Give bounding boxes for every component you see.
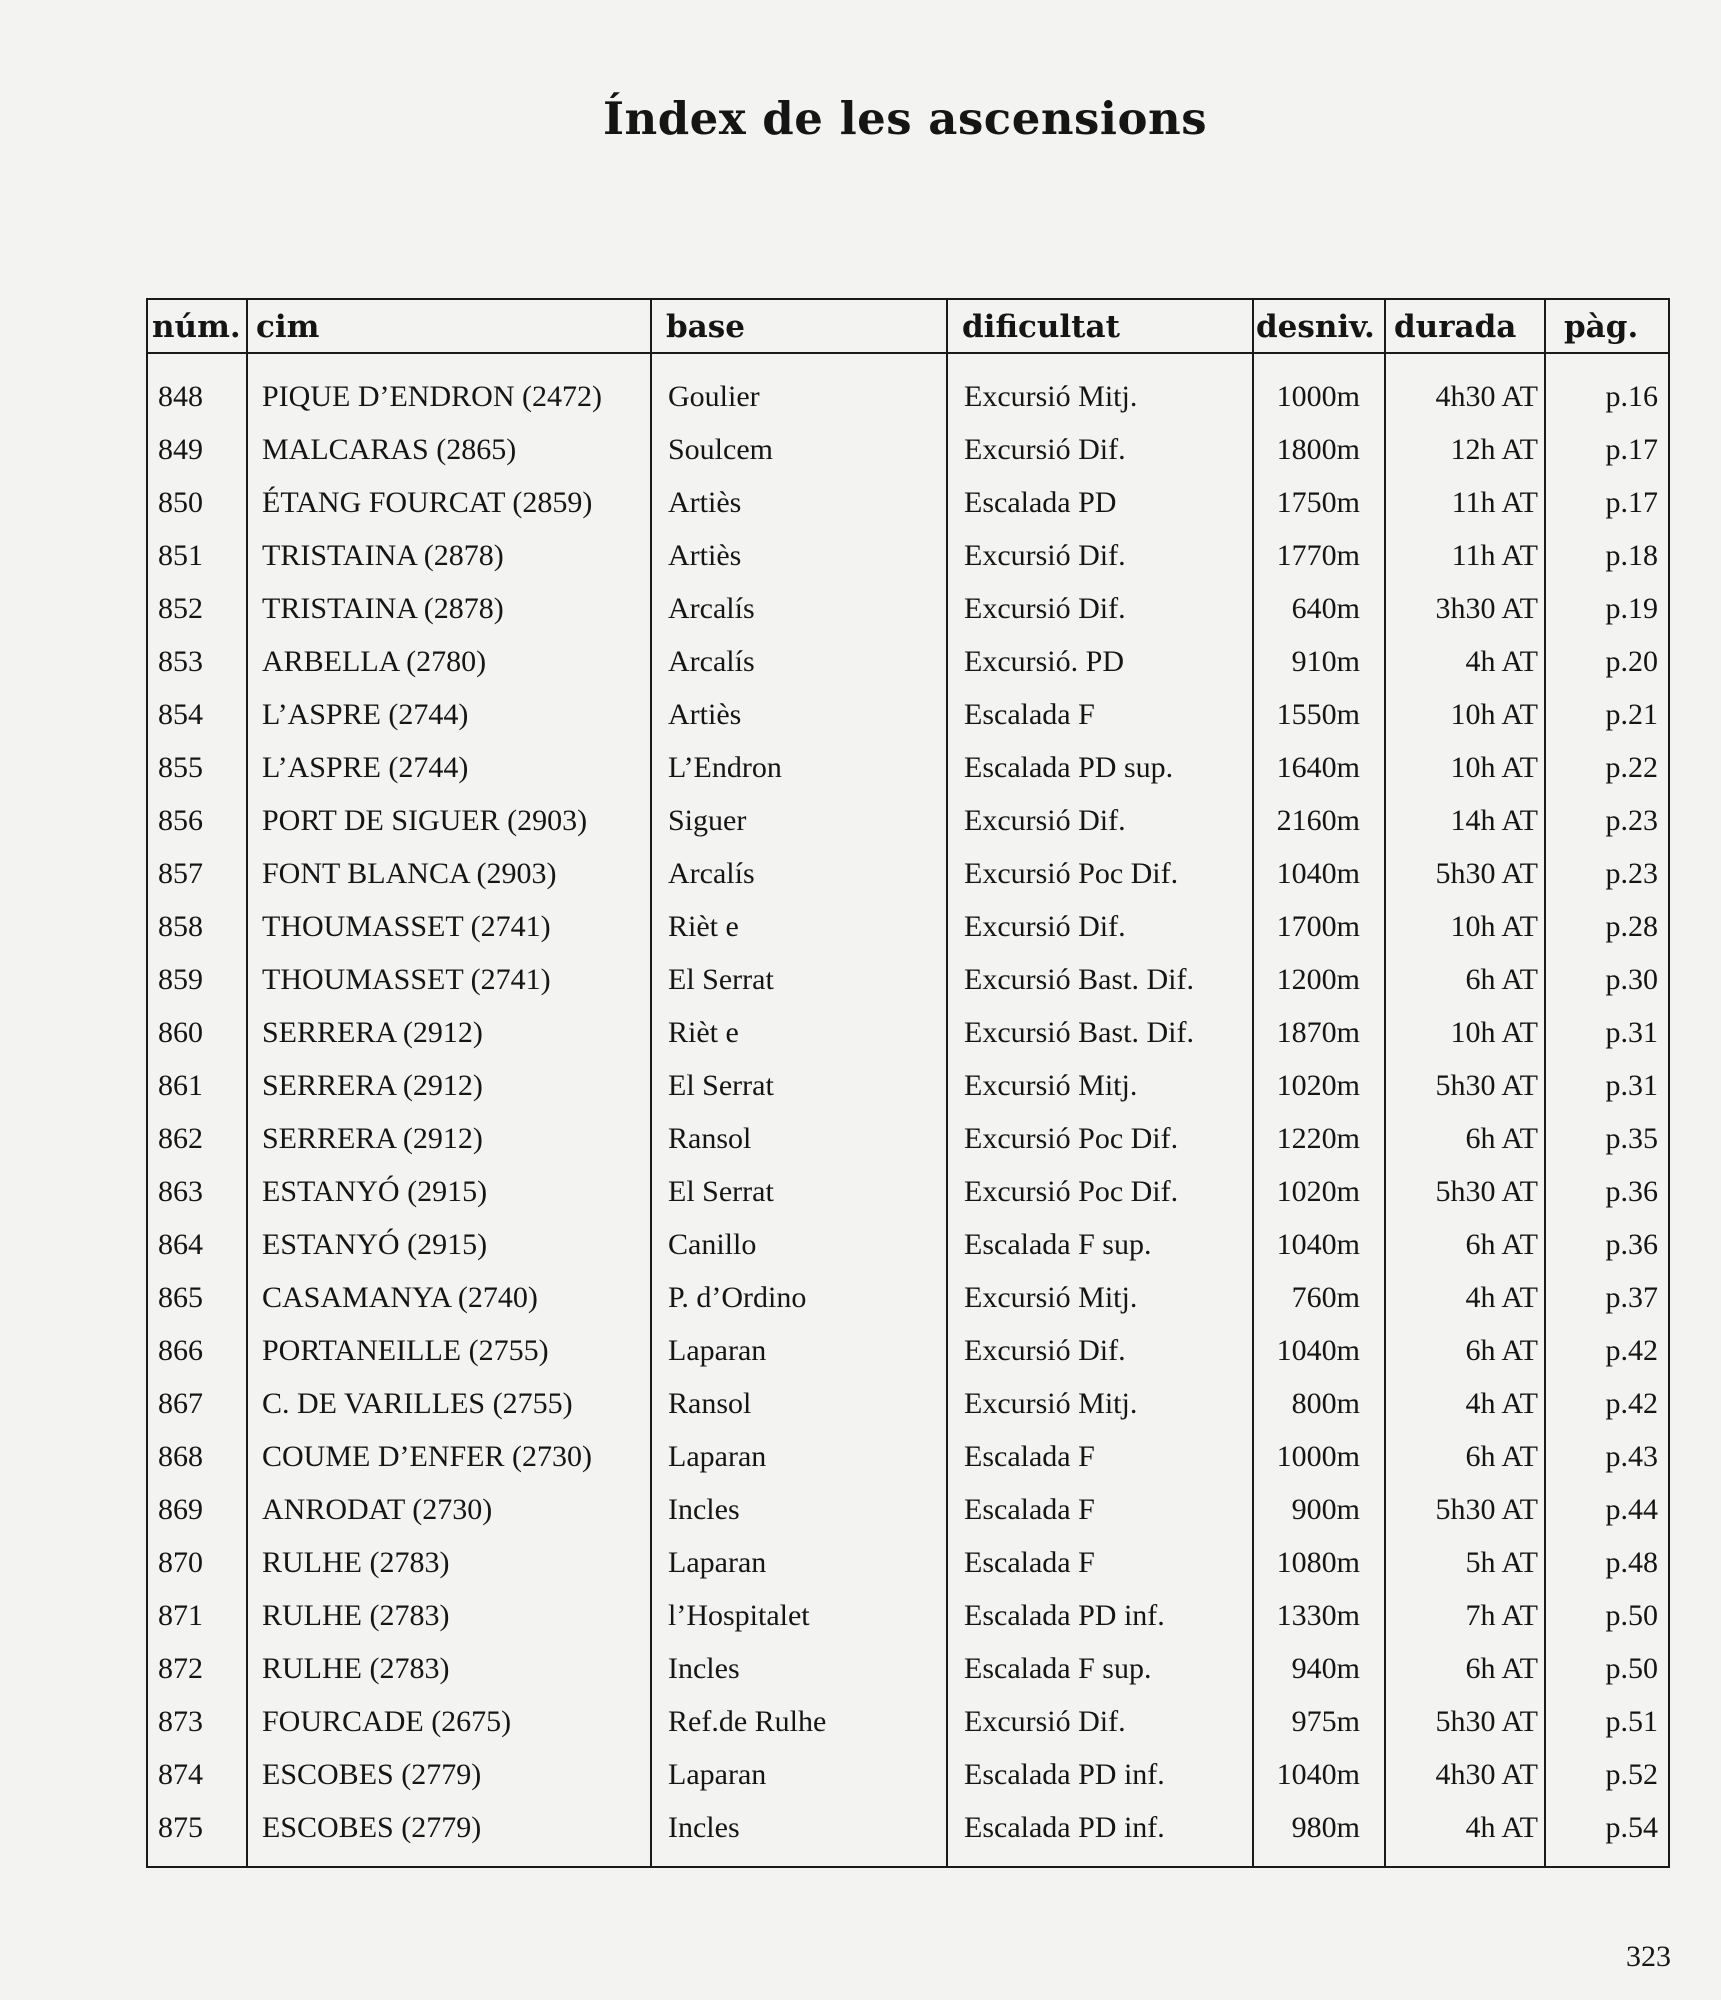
table-row	[148, 582, 1668, 635]
cell-num: 862	[158, 1122, 203, 1155]
cell-dificultat: Escalada F	[964, 1440, 1095, 1473]
cell-pag: p.50	[1605, 1599, 1658, 1632]
cell-dificultat: Excursió. PD	[964, 645, 1124, 678]
cell-pag: p.20	[1605, 645, 1658, 678]
cell-durada: 4h AT	[1465, 1387, 1538, 1420]
cell-cim: PORTANEILLE (2755)	[262, 1334, 549, 1367]
cell-num: 849	[158, 433, 203, 466]
cell-base: l’Hospitalet	[668, 1599, 810, 1632]
table-body	[148, 370, 1668, 1854]
cell-pag: p.17	[1605, 433, 1658, 466]
cell-pag: p.28	[1605, 910, 1658, 943]
table-row	[148, 1377, 1668, 1430]
cell-desniv: 1020m	[1276, 1175, 1360, 1208]
cell-durada: 12h AT	[1450, 433, 1538, 466]
cell-desniv: 1200m	[1276, 963, 1360, 996]
cell-durada: 5h30 AT	[1435, 1069, 1538, 1102]
cell-num: 860	[158, 1016, 203, 1049]
cell-base: Arcalís	[668, 645, 755, 678]
cell-cim: RULHE (2783)	[262, 1546, 450, 1579]
cell-dificultat: Excursió Bast. Dif.	[964, 1016, 1194, 1049]
cell-pag: p.44	[1605, 1493, 1658, 1526]
cell-cim: C. DE VARILLES (2755)	[262, 1387, 573, 1420]
cell-pag: p.31	[1605, 1016, 1658, 1049]
cell-cim: FOURCADE (2675)	[262, 1705, 512, 1738]
header-divider	[148, 352, 1668, 354]
table-row	[148, 1271, 1668, 1324]
cell-durada: 10h AT	[1450, 751, 1538, 784]
header-durada: durada	[1394, 309, 1517, 345]
cell-num: 858	[158, 910, 203, 943]
table-row	[148, 900, 1668, 953]
cell-num: 871	[158, 1599, 203, 1632]
cell-pag: p.36	[1605, 1175, 1658, 1208]
table-row	[148, 529, 1668, 582]
header-pag: pàg.	[1564, 309, 1639, 345]
cell-pag: p.30	[1605, 963, 1658, 996]
cell-num: 856	[158, 804, 203, 837]
cell-pag: p.50	[1605, 1652, 1658, 1685]
cell-base: Siguer	[668, 804, 747, 837]
cell-dificultat: Escalada PD inf.	[964, 1811, 1165, 1844]
cell-durada: 6h AT	[1465, 1334, 1538, 1367]
cell-num: 855	[158, 751, 203, 784]
cell-num: 848	[158, 380, 203, 413]
cell-durada: 3h30 AT	[1435, 592, 1538, 625]
cell-dificultat: Escalada PD	[964, 486, 1117, 519]
cell-pag: p.42	[1605, 1387, 1658, 1420]
cell-pag: p.54	[1605, 1811, 1658, 1844]
cell-cim: TRISTAINA (2878)	[262, 592, 504, 625]
cell-durada: 10h AT	[1450, 698, 1538, 731]
cell-base: Laparan	[668, 1334, 767, 1367]
cell-cim: L’ASPRE (2744)	[262, 698, 469, 731]
cell-durada: 4h AT	[1465, 1281, 1538, 1314]
cell-cim: RULHE (2783)	[262, 1652, 450, 1685]
cell-base: El Serrat	[668, 1069, 774, 1102]
cell-dificultat: Excursió Mitj.	[964, 1069, 1138, 1102]
cell-cim: RULHE (2783)	[262, 1599, 450, 1632]
cell-desniv: 1800m	[1276, 433, 1360, 466]
table-row	[148, 1112, 1668, 1165]
cell-base: Incles	[668, 1493, 740, 1526]
cell-num: 870	[158, 1546, 203, 1579]
cell-durada: 5h30 AT	[1435, 1175, 1538, 1208]
cell-dificultat: Excursió Mitj.	[964, 1387, 1138, 1420]
page-number: 323	[1626, 1940, 1671, 1973]
cell-dificultat: Excursió Mitj.	[964, 1281, 1138, 1314]
cell-cim: COUME D’ENFER (2730)	[262, 1440, 592, 1473]
cell-num: 866	[158, 1334, 203, 1367]
ascensions-index-table	[146, 298, 1670, 1868]
table-row	[148, 1748, 1668, 1801]
cell-desniv: 1040m	[1276, 1228, 1360, 1261]
table-row	[148, 741, 1668, 794]
header-num: núm.	[152, 309, 241, 345]
cell-base: Ransol	[668, 1387, 752, 1420]
table-row	[148, 1006, 1668, 1059]
cell-cim: L’ASPRE (2744)	[262, 751, 469, 784]
cell-base: Laparan	[668, 1546, 767, 1579]
cell-base: Canillo	[668, 1228, 757, 1261]
cell-dificultat: Excursió Dif.	[964, 539, 1126, 572]
table-row	[148, 1483, 1668, 1536]
cell-pag: p.36	[1605, 1228, 1658, 1261]
cell-cim: ÉTANG FOURCAT (2859)	[262, 486, 593, 519]
cell-num: 857	[158, 857, 203, 890]
cell-base: Goulier	[668, 380, 760, 413]
cell-dificultat: Excursió Dif.	[964, 1705, 1126, 1738]
cell-desniv: 1750m	[1276, 486, 1360, 519]
cell-num: 868	[158, 1440, 203, 1473]
table-row	[148, 635, 1668, 688]
table-row	[148, 1165, 1668, 1218]
cell-cim: CASAMANYA (2740)	[262, 1281, 538, 1314]
table-row	[148, 688, 1668, 741]
cell-base: Artiès	[668, 698, 742, 731]
table-row	[148, 1430, 1668, 1483]
cell-pag: p.21	[1605, 698, 1658, 731]
cell-num: 861	[158, 1069, 203, 1102]
cell-durada: 10h AT	[1450, 1016, 1538, 1049]
cell-dificultat: Excursió Dif.	[964, 1334, 1126, 1367]
cell-dificultat: Escalada F	[964, 698, 1095, 731]
cell-num: 875	[158, 1811, 203, 1844]
cell-pag: p.23	[1605, 804, 1658, 837]
table-row	[148, 1059, 1668, 1112]
cell-durada: 5h30 AT	[1435, 1493, 1538, 1526]
cell-desniv: 1640m	[1276, 751, 1360, 784]
cell-pag: p.31	[1605, 1069, 1658, 1102]
cell-num: 853	[158, 645, 203, 678]
cell-cim: SERRERA (2912)	[262, 1016, 483, 1049]
cell-pag: p.23	[1605, 857, 1658, 890]
cell-pag: p.19	[1605, 592, 1658, 625]
cell-durada: 11h AT	[1451, 486, 1538, 519]
cell-dificultat: Excursió Mitj.	[964, 380, 1138, 413]
cell-dificultat: Escalada F	[964, 1493, 1095, 1526]
header-base: base	[666, 309, 745, 345]
cell-desniv: 2160m	[1276, 804, 1360, 837]
cell-base: Ransol	[668, 1122, 752, 1155]
cell-base: Arcalís	[668, 857, 755, 890]
table-row	[148, 1218, 1668, 1271]
table-row	[148, 1324, 1668, 1377]
cell-desniv: 800m	[1291, 1387, 1360, 1420]
cell-desniv: 1000m	[1276, 380, 1360, 413]
cell-desniv: 1000m	[1276, 1440, 1360, 1473]
cell-cim: FONT BLANCA (2903)	[262, 857, 557, 890]
cell-pag: p.37	[1605, 1281, 1658, 1314]
cell-base: Ref.de Rulhe	[668, 1705, 827, 1738]
cell-cim: TRISTAINA (2878)	[262, 539, 504, 572]
cell-durada: 4h30 AT	[1435, 1758, 1538, 1791]
cell-pag: p.43	[1605, 1440, 1658, 1473]
page-title: Índex de les ascensions	[602, 92, 1208, 146]
cell-cim: ESTANYÓ (2915)	[262, 1175, 488, 1208]
cell-pag: p.22	[1605, 751, 1658, 784]
cell-pag: p.51	[1605, 1705, 1658, 1738]
table-row	[148, 423, 1668, 476]
cell-num: 873	[158, 1705, 203, 1738]
cell-durada: 6h AT	[1465, 1652, 1538, 1685]
cell-dificultat: Excursió Dif.	[964, 910, 1126, 943]
cell-base: L’Endron	[668, 751, 782, 784]
cell-num: 851	[158, 539, 203, 572]
cell-base: Rièt e	[668, 1016, 739, 1049]
cell-num: 850	[158, 486, 203, 519]
cell-durada: 4h AT	[1465, 645, 1538, 678]
cell-pag: p.18	[1605, 539, 1658, 572]
cell-dificultat: Excursió Dif.	[964, 592, 1126, 625]
cell-durada: 5h30 AT	[1435, 1705, 1538, 1738]
table-row	[148, 953, 1668, 1006]
cell-durada: 7h AT	[1465, 1599, 1538, 1632]
cell-durada: 6h AT	[1465, 1228, 1538, 1261]
cell-pag: p.52	[1605, 1758, 1658, 1791]
table-row	[148, 476, 1668, 529]
cell-durada: 10h AT	[1450, 910, 1538, 943]
table-row	[148, 370, 1668, 423]
table-row	[148, 1801, 1668, 1854]
table-row	[148, 1589, 1668, 1642]
cell-durada: 6h AT	[1465, 1440, 1538, 1473]
cell-base: Laparan	[668, 1758, 767, 1791]
cell-durada: 5h30 AT	[1435, 857, 1538, 890]
cell-durada: 4h AT	[1465, 1811, 1538, 1844]
cell-cim: ANRODAT (2730)	[262, 1493, 493, 1526]
cell-dificultat: Escalada PD inf.	[964, 1599, 1165, 1632]
cell-desniv: 940m	[1291, 1652, 1360, 1685]
header-dificultat: dificultat	[962, 309, 1120, 345]
cell-durada: 14h AT	[1450, 804, 1538, 837]
cell-pag: p.42	[1605, 1334, 1658, 1367]
cell-base: Rièt e	[668, 910, 739, 943]
cell-durada: 5h AT	[1465, 1546, 1538, 1579]
cell-num: 872	[158, 1652, 203, 1685]
cell-durada: 11h AT	[1451, 539, 1538, 572]
cell-pag: p.35	[1605, 1122, 1658, 1155]
cell-num: 863	[158, 1175, 203, 1208]
header-cim: cim	[256, 309, 320, 345]
table-row	[148, 1695, 1668, 1748]
cell-dificultat: Escalada F	[964, 1546, 1095, 1579]
cell-cim: ESCOBES (2779)	[262, 1811, 482, 1844]
cell-dificultat: Excursió Dif.	[964, 804, 1126, 837]
cell-base: Artiès	[668, 486, 742, 519]
cell-num: 867	[158, 1387, 203, 1420]
cell-cim: ESTANYÓ (2915)	[262, 1228, 488, 1261]
cell-desniv: 910m	[1291, 645, 1360, 678]
cell-num: 869	[158, 1493, 203, 1526]
cell-durada: 6h AT	[1465, 1122, 1538, 1155]
cell-cim: THOUMASSET (2741)	[262, 963, 551, 996]
cell-cim: ESCOBES (2779)	[262, 1758, 482, 1791]
cell-cim: SERRERA (2912)	[262, 1069, 483, 1102]
cell-desniv: 1220m	[1276, 1122, 1360, 1155]
cell-desniv: 640m	[1291, 592, 1360, 625]
cell-base: P. d’Ordino	[668, 1281, 807, 1314]
cell-num: 874	[158, 1758, 203, 1791]
cell-pag: p.16	[1605, 380, 1658, 413]
cell-desniv: 1020m	[1276, 1069, 1360, 1102]
cell-cim: MALCARAS (2865)	[262, 433, 517, 466]
cell-dificultat: Excursió Bast. Dif.	[964, 963, 1194, 996]
cell-base: El Serrat	[668, 963, 774, 996]
cell-pag: p.48	[1605, 1546, 1658, 1579]
cell-cim: PIQUE D’ENDRON (2472)	[262, 380, 602, 413]
table-row	[148, 794, 1668, 847]
cell-base: Incles	[668, 1811, 740, 1844]
cell-desniv: 1770m	[1276, 539, 1360, 572]
cell-desniv: 1870m	[1276, 1016, 1360, 1049]
cell-dificultat: Excursió Poc Dif.	[964, 857, 1179, 890]
cell-durada: 4h30 AT	[1435, 380, 1538, 413]
cell-base: Arcalís	[668, 592, 755, 625]
cell-base: Soulcem	[668, 433, 773, 466]
cell-dificultat: Excursió Dif.	[964, 433, 1126, 466]
cell-base: Laparan	[668, 1440, 767, 1473]
cell-num: 859	[158, 963, 203, 996]
cell-desniv: 1040m	[1276, 1758, 1360, 1791]
cell-base: Incles	[668, 1652, 740, 1685]
cell-dificultat: Escalada PD inf.	[964, 1758, 1165, 1791]
cell-num: 852	[158, 592, 203, 625]
table-row	[148, 1536, 1668, 1589]
cell-base: El Serrat	[668, 1175, 774, 1208]
table-row	[148, 847, 1668, 900]
cell-desniv: 1080m	[1276, 1546, 1360, 1579]
cell-dificultat: Escalada F sup.	[964, 1228, 1152, 1261]
cell-desniv: 1550m	[1276, 698, 1360, 731]
cell-desniv: 1330m	[1276, 1599, 1360, 1632]
cell-cim: THOUMASSET (2741)	[262, 910, 551, 943]
cell-desniv: 975m	[1291, 1705, 1360, 1738]
cell-desniv: 760m	[1291, 1281, 1360, 1314]
cell-base: Artiès	[668, 539, 742, 572]
table-row	[148, 1642, 1668, 1695]
cell-num: 864	[158, 1228, 203, 1261]
cell-desniv: 980m	[1291, 1811, 1360, 1844]
cell-durada: 6h AT	[1465, 963, 1538, 996]
cell-cim: ARBELLA (2780)	[262, 645, 487, 678]
cell-desniv: 1040m	[1276, 1334, 1360, 1367]
cell-cim: PORT DE SIGUER (2903)	[262, 804, 588, 837]
cell-dificultat: Escalada F sup.	[964, 1652, 1152, 1685]
cell-dificultat: Excursió Poc Dif.	[964, 1175, 1179, 1208]
cell-num: 854	[158, 698, 203, 731]
cell-num: 865	[158, 1281, 203, 1314]
cell-cim: SERRERA (2912)	[262, 1122, 483, 1155]
cell-dificultat: Escalada PD sup.	[964, 751, 1174, 784]
header-desniv: desniv.	[1256, 309, 1375, 345]
cell-desniv: 900m	[1291, 1493, 1360, 1526]
cell-pag: p.17	[1605, 486, 1658, 519]
cell-desniv: 1700m	[1276, 910, 1360, 943]
cell-dificultat: Excursió Poc Dif.	[964, 1122, 1179, 1155]
cell-desniv: 1040m	[1276, 857, 1360, 890]
